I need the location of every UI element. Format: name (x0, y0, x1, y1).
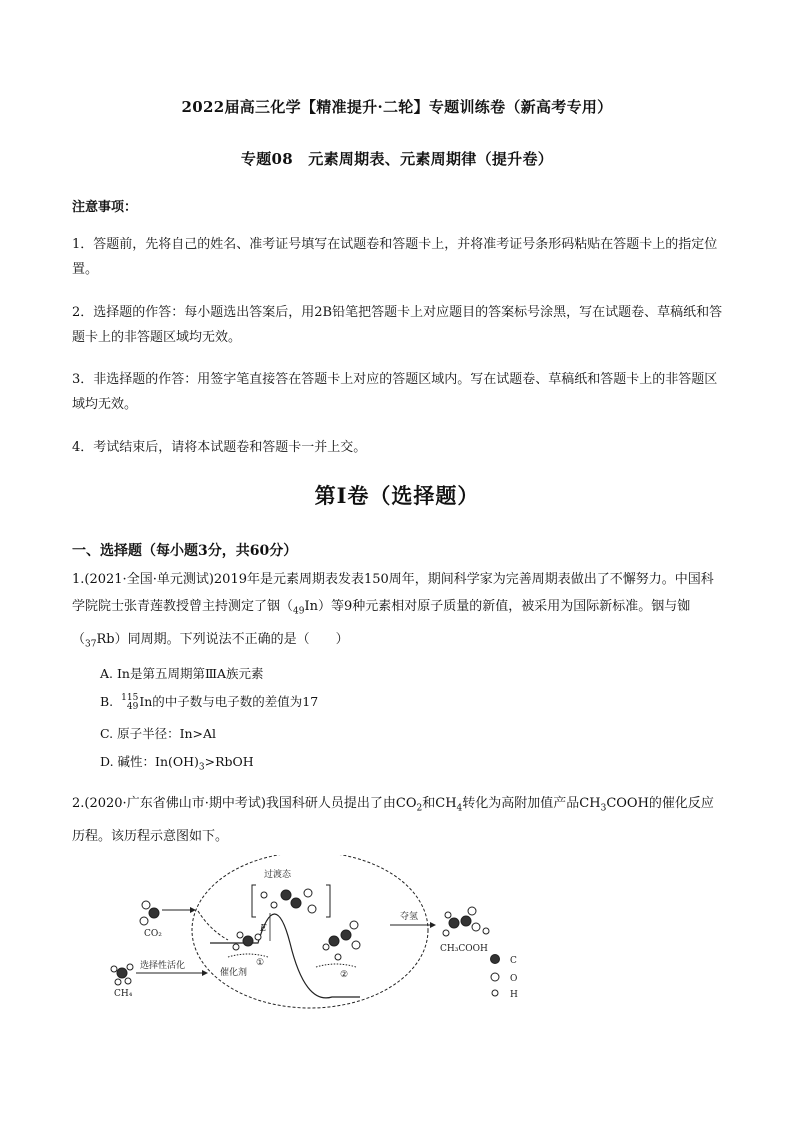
isotope-z: 49 (126, 701, 139, 712)
notice-item-1: 1．答题前，先将自己的姓名、准考证号填写在试题卷和答题卡上，并将准考证号条形码粘贴在答题卡上的指定位置。 (72, 237, 718, 277)
option-b-letter: B. (100, 694, 114, 709)
selective-activation-label: 选择性活化 (140, 961, 186, 971)
question-2-text-4: COOH的催化反应历程。该历程示意图如下。 (72, 796, 714, 844)
catalyst-label: 催化剂 (220, 968, 248, 978)
option-c: C. 原子半径：In>Al (100, 726, 217, 741)
reaction-mechanism-diagram (100, 855, 530, 1015)
question-1 (72, 566, 724, 658)
take-h-label: 夺氢 (400, 912, 419, 922)
carbon-legend-marker (491, 955, 500, 964)
transition-state-molecule (261, 889, 316, 913)
product-label: CH₃COOH (440, 944, 488, 954)
step-1-label: ① (256, 958, 265, 968)
co2-label: CO₂ (144, 929, 162, 939)
ch4-label: CH₄ (114, 989, 133, 999)
question-1-text-2: In）等9种元素相对原子质量的新值，被采用为国际新标准。铟与铷（ (72, 599, 691, 647)
legend-o: O (510, 974, 518, 984)
co2-sub: 2 (416, 803, 423, 814)
question-2-source: 2.(2020·广东省佛山市·期中考试) (72, 796, 266, 811)
activation-energy-label: E (260, 924, 267, 934)
rb-atomic-number: 37 (85, 639, 97, 650)
oxygen-legend-marker (491, 973, 499, 981)
notice-item-3: 3．非选择题的作答：用签字笔直接答在答题卡上对应的答题区域内。写在试题卷、草稿纸和答题卡上的非答题区域均无效。 (72, 372, 718, 412)
legend-h: H (510, 990, 518, 1000)
in-atomic-number: 49 (293, 606, 305, 617)
question-1-source: 1.(2021·全国·单元测试) (72, 572, 214, 587)
isotope-notation (121, 694, 138, 712)
question-1-text-3: Rb）同周期。下列说法不正确的是（ ） (96, 631, 349, 647)
isotope-mass: 115 (121, 692, 139, 703)
step-2-label: ② (340, 970, 349, 980)
question-2 (72, 790, 724, 850)
question-2-text: 我国科研人员提出了由CO (265, 796, 417, 811)
question-1-text: 2019年是元素周期表发表150周年，期间科学家为完善周期表做出了不懈努力。中国科学院院士张青莲教授曾主持测定了铟（ (72, 572, 714, 614)
option-b (100, 692, 318, 712)
catalyst-region-ellipse (192, 855, 428, 1008)
option-a: A. In是第五周期第ⅢA族元素 (100, 666, 264, 681)
legend-c: C (510, 956, 517, 966)
notice-item-2: 2．选择题的作答：每小题选出答案后，用2B铅笔把答题卡上对应题目的答案标号涂黑，写在试题卷、草稿纸和答题卡上的非答题区域均无效。 (72, 305, 723, 345)
co2-adsorption-path (198, 911, 228, 940)
atom-legend (491, 955, 519, 1001)
topic-subtitle: 专题08 元素周期表、元素周期律（提升卷） (240, 150, 554, 168)
notice-heading: 注意事项： (72, 200, 138, 215)
section-title: 一、选择题（每小题3分，共60分） (72, 543, 298, 559)
intermediate-1 (228, 932, 268, 957)
option-d (100, 752, 254, 773)
option-d-sub: 3 (198, 762, 205, 773)
question-2-text-2: 和CH (422, 796, 457, 811)
ch3cooh-molecule (443, 907, 489, 936)
transition-state-label: 过渡态 (264, 870, 292, 880)
intermediate-2 (316, 921, 360, 967)
option-d-text: D. 碱性：In(OH) (100, 754, 199, 769)
part-title: 第Ⅰ卷（选择题） (314, 483, 480, 508)
notice-item-4: 4．考试结束后，请将本试题卷和答题卡一并上交。 (72, 440, 367, 455)
ch3-sub: 3 (600, 803, 607, 814)
option-d-text-2: >RbOH (204, 754, 254, 769)
co2-molecule (140, 901, 196, 925)
ch4-sub: 4 (456, 803, 463, 814)
exam-title: 2022届高三化学【精准提升·二轮】专题训练卷（新高考专用） (181, 98, 613, 116)
hydrogen-legend-marker (492, 990, 498, 996)
option-b-text: In的中子数与电子数的差值为17 (139, 694, 319, 709)
question-2-text-3: 转化为高附加值产品CH (462, 796, 601, 811)
